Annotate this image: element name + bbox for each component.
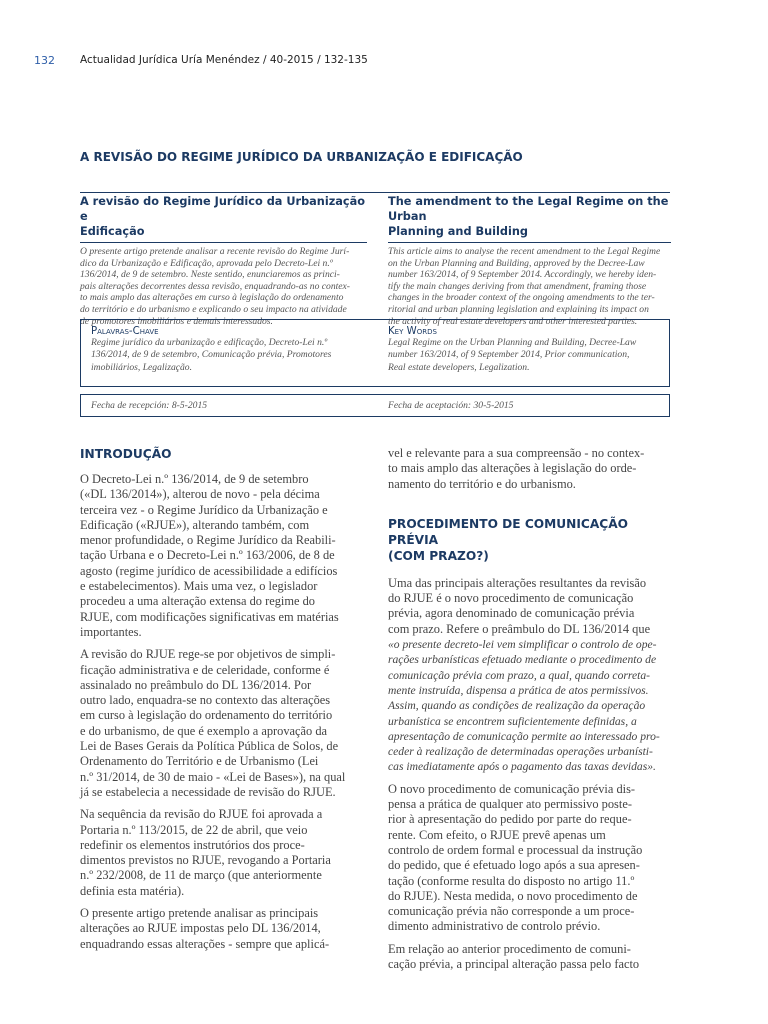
dates-box — [80, 394, 670, 417]
article-title: A REVISÃO DO REGIME JURÍDICO DA URBANIZAÇÃO E EDIFICAÇÃO — [80, 150, 523, 164]
procedimento-paragraph-1: Uma das principais alterações resultantes da revisão do RJUE é o novo procedimento de comunicação prévia, agora denominado de comunicação prévia com prazo. Refere o preâmbulo do DL 136/2014 que — [388, 575, 651, 636]
journal-header: Actualidad Jurídica Uría Menéndez / 40-2015 / 132-135 — [80, 54, 368, 66]
intro-continuation: vel e relevante para a sua compreensão - no contex- to mais amplo das alterações à legislação do orde- namento do território e do urbanismo. — [388, 446, 645, 491]
intro-paragraph-3: Na sequência da revisão do RJUE foi aprovada a Portaria n.º 113/2015, de 22 de abril, que veio redefinir os elementos instrutórios dos proce- dimentos previstos no RJUE, revogando a Portaria n.º 232/2008, de 11 de março (que anteriormente definia esta matéria). — [80, 807, 331, 898]
preamble-quote: «o presente decreto-lei vem simplificar o controlo de ope- rações urbanísticas efetuado mediante o procedimento de comunicação prévia com prazo, a qual, quando correta- mente instruída, dispensa a prática de atos permissivos. Assim, quando as condições de realização da operação urbanística se encontrem suficientemente definidas, a apresentação de comunicação permite ao interessado pro- ceder à realização de determinadas operações urbanísti- cas imediatamente após o pagamento das taxas devidas». — [388, 638, 660, 774]
keywords-pt-heading: Palavras-Chave — [91, 326, 159, 337]
received-date: Fecha de recepción: 8-5-2015 — [91, 400, 208, 411]
abstract-pt-rule — [80, 242, 367, 243]
keywords-pt-text: Regime jurídico da urbanização e edificação, Decreto-Lei n.º 136/2014, de 9 de setembro, Comunicação prévia, Promotores imobiliários, Legalização. — [91, 337, 332, 373]
procedimento-paragraph-3: Em relação ao anterior procedimento de comuni- cação prévia, a principal alteração passa pelo facto — [388, 941, 640, 972]
right-column — [388, 446, 671, 972]
abstract-en-rule — [388, 242, 671, 243]
abstract-pt — [80, 194, 367, 327]
title-rule — [80, 192, 670, 193]
abstract-en-text: This article aims to analyse the recent amendment to the Legal Regime on the Urban Planning and Building, approved by the Decree-Law number 163/2014, of 9 September 2014. Accordingly, we hereby iden- tify the main changes deriving from that amendment, framing those changes in the broader context of the ongoing amendments to the ter- ritorial and urban planning legislation and explaining its impact on the activity of real estate developers and other interested parties. — [388, 246, 661, 327]
abstract-pt-heading: A revisão do Regime Jurídico da Urbanização e Edificação — [80, 195, 365, 238]
intro-paragraph-4: O presente artigo pretende analisar as principais alterações ao RJUE impostas pelo DL 136/2014, enquadrando essas alterações - sempre que aplicá- — [80, 906, 330, 951]
abstract-en — [388, 194, 671, 327]
abstract-pt-text: O presente artigo pretende analisar a recente revisão do Regime Jurí- dico da Urbanização e Edificação, aprovada pelo Decreto-Lei n.º 136/2014, de 9 de setembro. Neste sentido, enunciaremos as princi- pais alterações decorrentes dessa revisão, enquadrando-as no contex- to mais amplo das alterações em curso à legislação do ordenamento do território e do urbanismo e explicando o seu impacto na atividade de promotores imobiliários e demais interessados. — [80, 246, 350, 327]
keywords-pt — [91, 326, 371, 374]
keywords-box — [80, 319, 670, 387]
abstract-en-heading: The amendment to the Legal Regime on the Urban Planning and Building — [388, 195, 669, 238]
section-heading-introducao: INTRODUÇÃO — [80, 447, 172, 461]
intro-paragraph-1: O Decreto-Lei n.º 136/2014, de 9 de setembro («DL 136/2014»), alterou de novo - pela décima terceira vez - o Regime Jurídico da Urbanização e Edificação («RJUE»), alterando também, com menor profundidade, o Regime Jurídico da Reabili- tação Urbana e o Decreto-Lei n.º 163/2006, de 8 de agosto (regime jurídico de acessibilidade a edifícios e estabelecimentos). Mais uma vez, o legislador procedeu a uma alteração extensa do regime do RJUE, com modificações significativas em matérias importantes. — [80, 472, 339, 639]
keywords-en-heading: Key Words — [388, 326, 437, 337]
intro-paragraph-2: A revisão do RJUE rege-se por objetivos de simpli- ficação administrativa e de celeridade, conforme é assinalado no preâmbulo do DL 136/2014. Por outro lado, enquadra-se no contexto das alterações em curso à legislação do ordenamento do território e do urbanismo, de que é exemplo a aprovação da Lei de Bases Gerais da Política Pública de Solos, de Ordenamento do Território e de Urbanismo (Lei n.º 31/2014, de 30 de maio - «Lei de Bases»), na qual já se estabelecia a necessidade de revisão do RJUE. — [80, 647, 346, 799]
keywords-en — [388, 326, 666, 374]
section-heading-procedimento: PROCEDIMENTO DE COMUNICAÇÃO PRÉVIA (COM PRAZO?) — [388, 516, 629, 563]
accepted-date: Fecha de aceptación: 30-5-2015 — [388, 400, 514, 411]
left-column — [80, 446, 362, 952]
page-number: 132 — [34, 54, 55, 67]
procedimento-paragraph-2: O novo procedimento de comunicação prévia dis- pensa a prática de qualquer ato permissivo poste- rior à apresentação do pedido por parte do reque- rente. Com efeito, o RJUE prevê apenas um controlo de ordem formal e processual da instrução do pedido, que é efetuado logo após a sua apresen- tação (conforme resulta do disposto no artigo 11.º do RJUE). Nesta medida, o novo procedimento de comunicação prévia não corresponde a um proce- dimento administrativo de controlo prévio. — [388, 781, 643, 934]
keywords-en-text: Legal Regime on the Urban Planning and Building, Decree-Law number 163/2014, of 9 September 2014, Prior communication, Real estate developers, Legalization. — [388, 337, 637, 373]
